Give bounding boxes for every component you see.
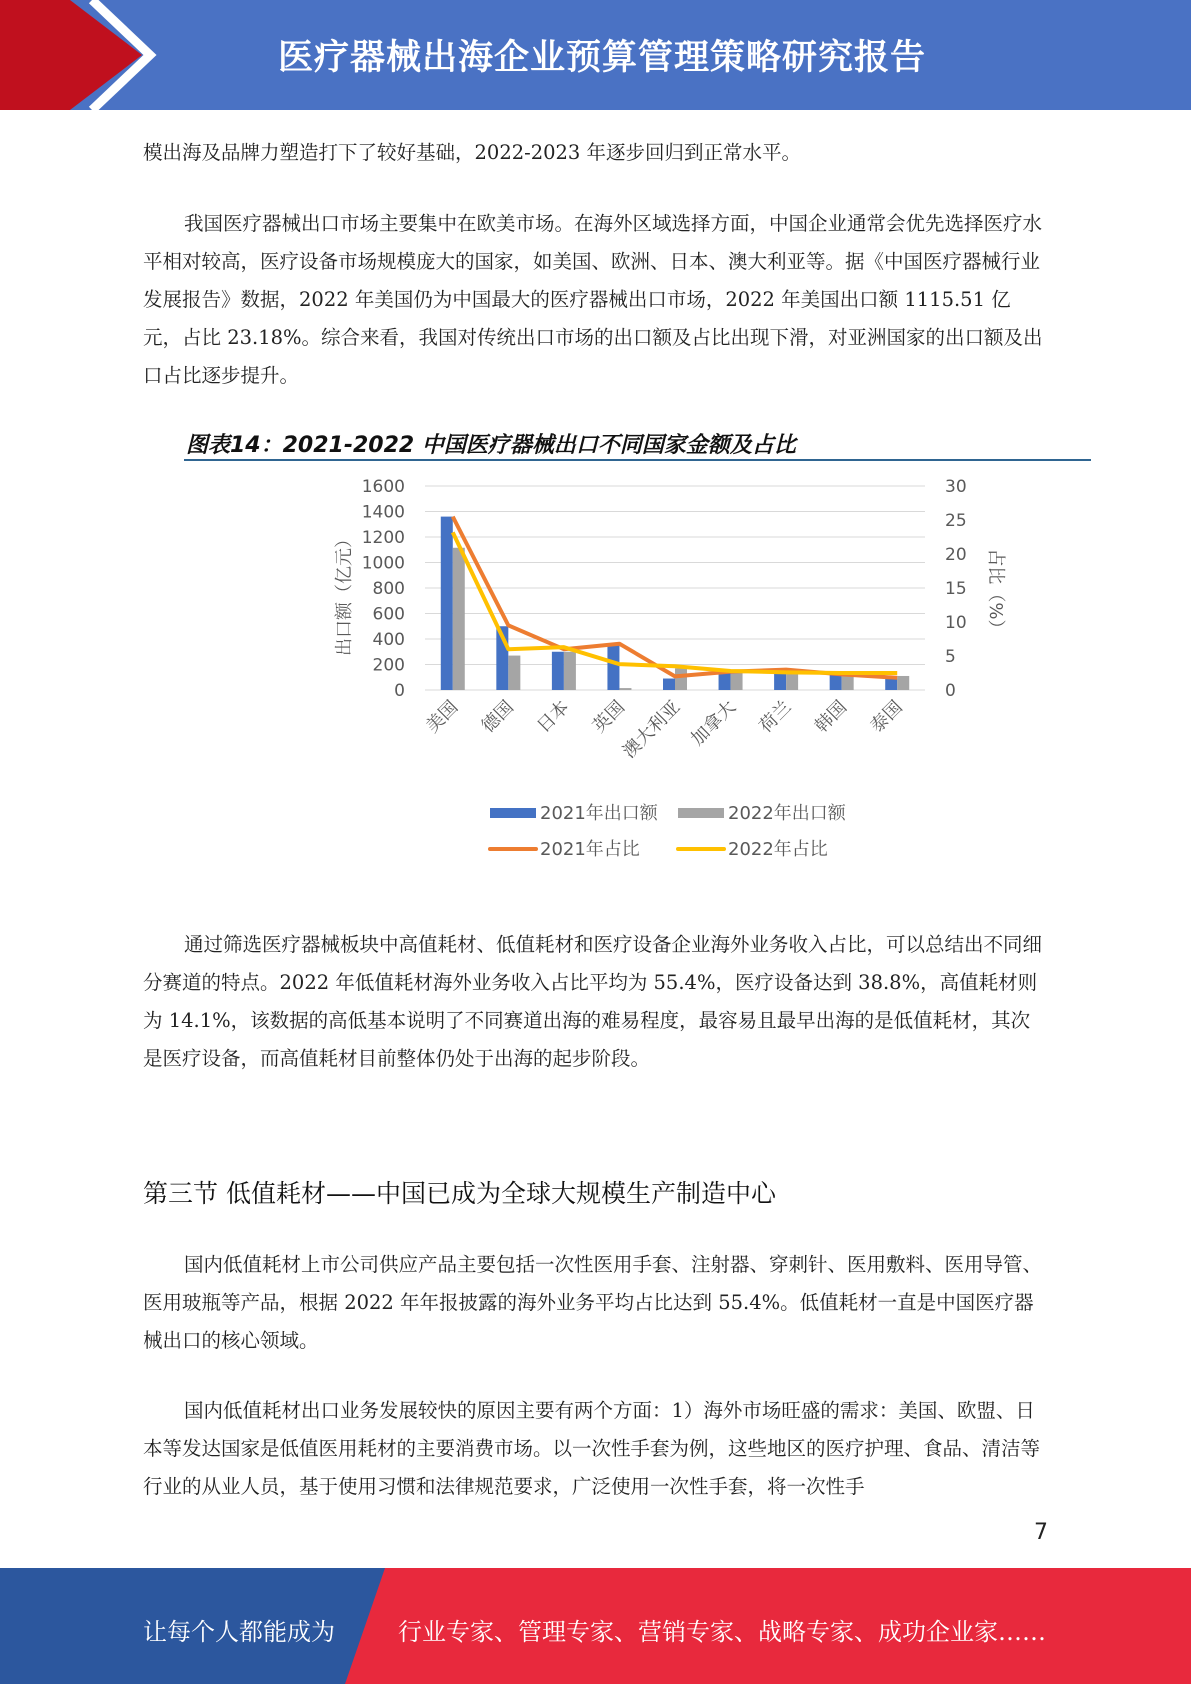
y2-axis-title: 占比（%） <box>985 548 1006 638</box>
bar-2022 <box>786 672 798 690</box>
x-tick-label: 美国 <box>422 696 463 737</box>
bar-2021 <box>441 517 453 690</box>
bar-2021 <box>830 675 842 690</box>
x-tick-label: 加拿大 <box>687 696 741 750</box>
paragraph-5: 国内低值耗材出口业务发展较快的原因主要有两个方面：1）海外市场旺盛的需求：美国、欧盟、日本等发达国家是低值医用耗材的主要消费市场。以一次性手套为例，这些地区的医疗护理、食品、清洁等行业的从业人员，基于使用习惯和法律规范要求，广泛使用一次性手套，将一次性手 <box>143 1399 1041 1498</box>
x-tick-label: 韩国 <box>810 696 852 737</box>
paragraph-4: 国内低值耗材上市公司供应产品主要包括一次性医用手套、注射器、穿刺针、医用敷料、医用导管、医用玻瓶等产品，根据 2022 年年报披露的海外业务平均占比达到 55.4%。低值耗材一直是中国医疗器械出口的核心领域。 <box>143 1253 1043 1352</box>
section-title: 第三节 低值耗材——中国已成为全球大规模生产制造中心 <box>143 1179 776 1208</box>
x-tick-label: 泰国 <box>866 696 907 737</box>
bar-2022 <box>453 548 465 690</box>
y-tick-label: 200 <box>372 655 405 676</box>
footer-slogan-right: 行业专家、管理专家、营销专家、战略专家、成功企业家…… <box>398 1618 1046 1646</box>
y-tick-label: 1000 <box>361 553 405 574</box>
bar-2022 <box>619 688 631 690</box>
bar-2022 <box>842 675 854 690</box>
figure-caption-rule <box>184 459 1091 461</box>
y2-tick-label: 30 <box>945 477 967 497</box>
legend-label: 2021年占比 <box>540 839 640 860</box>
y2-tick-label: 25 <box>945 511 967 531</box>
paragraph-2: 我国医疗器械出口市场主要集中在欧美市场。在海外区域选择方面，中国企业通常会优先选择医疗水平相对较高，医疗设备市场规模庞大的国家，如美国、欧洲、日本、澳大利亚等。据《中国医疗器械行业发展报告》数据，2022 年美国仍为中国最大的医疗器械出口市场，2022 年美国出口额 1115.51 亿元，占比 23.18%。综合来看，我国对传统出口市场的出口额及占比出现下滑，对亚洲国家的出口额及出口占比逐步提升。 <box>143 212 1043 387</box>
footer-slogan-left: 让每个人都能成为 <box>143 1618 335 1646</box>
bar-2021 <box>719 673 731 690</box>
bar-2022 <box>897 676 909 690</box>
y2-tick-label: 20 <box>945 545 967 565</box>
x-tick-label: 德国 <box>477 696 518 737</box>
y-tick-label: 800 <box>372 579 405 599</box>
y2-tick-label: 10 <box>945 613 967 633</box>
bar-2021 <box>885 679 897 690</box>
page-header <box>0 0 1191 110</box>
x-tick-label: 日本 <box>533 696 574 737</box>
y2-tick-label: 5 <box>945 647 956 667</box>
y-tick-label: 1200 <box>361 528 405 548</box>
y-tick-label: 1600 <box>361 477 405 497</box>
line-2021-share <box>453 517 897 678</box>
legend-label: 2022年出口额 <box>728 803 846 824</box>
header-title: 医疗器械出海企业预算管理策略研究报告 <box>278 38 927 78</box>
export-chart <box>320 470 1020 880</box>
bar-2021 <box>663 679 675 690</box>
y-tick-label: 1400 <box>361 502 405 523</box>
bar-2021 <box>607 645 619 690</box>
legend-label: 2022年占比 <box>728 839 828 860</box>
y-tick-label: 0 <box>394 681 405 701</box>
x-tick-label: 澳大利亚 <box>618 696 685 763</box>
bar-2022 <box>564 652 576 690</box>
chart-container <box>320 470 1020 880</box>
page-number: 7 <box>1034 1520 1048 1545</box>
bar-2022 <box>731 672 743 690</box>
paragraph-3: 通过筛选医疗器械板块中高值耗材、低值耗材和医疗设备企业海外业务收入占比，可以总结出不同细分赛道的特点。2022 年低值耗材海外业务收入占比平均为 55.4%，医疗设备达到 38.8%，高值耗材则为 14.1%，该数据的高低基本说明了不同赛道出海的难易程度，最容易且最早出海的是低值耗材，其次是医疗设备，而高值耗材目前整体仍处于出海的起步阶段。 <box>143 933 1043 1070</box>
y-tick-label: 600 <box>372 604 405 625</box>
paragraph-1: 模出海及品牌力塑造打下了较好基础，2022-2023 年逐步回归到正常水平。 <box>143 141 802 164</box>
bar-2022 <box>675 668 687 690</box>
bar-2021 <box>552 652 564 690</box>
legend-swatch <box>678 808 724 818</box>
legend-swatch <box>490 808 536 818</box>
y2-tick-label: 15 <box>945 579 967 599</box>
y2-tick-label: 0 <box>945 681 956 701</box>
legend-label: 2021年出口额 <box>540 803 658 824</box>
line-2022-share <box>453 532 897 673</box>
bar-2022 <box>508 656 520 690</box>
y-tick-label: 400 <box>372 630 405 650</box>
figure-caption: 图表14：2021-2022 中国医疗器械出口不同国家金额及占比 <box>186 433 796 458</box>
x-tick-label: 荷兰 <box>755 696 796 737</box>
page-footer <box>0 1568 1191 1684</box>
y-axis-title: 出口额（亿元） <box>334 530 355 656</box>
x-tick-label: 英国 <box>588 696 629 737</box>
